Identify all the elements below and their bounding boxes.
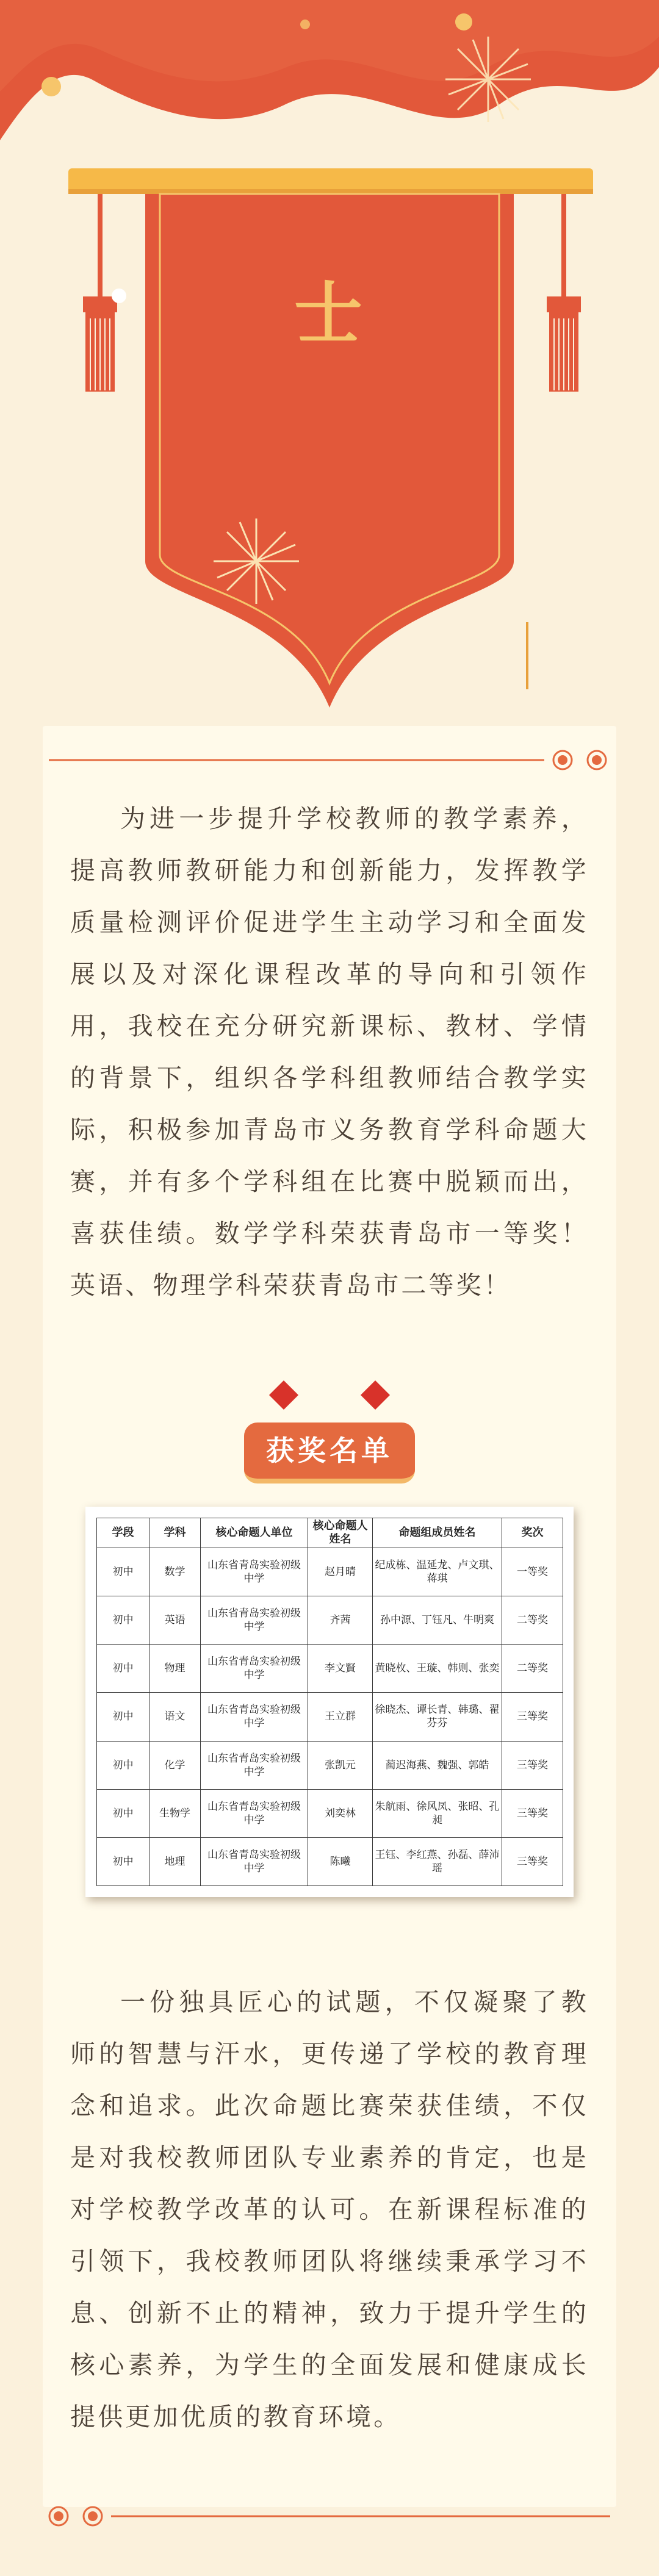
table-header-cell: 学段	[97, 1518, 149, 1548]
table-cell: 孙中源、丁钰凡、牛明爽	[373, 1596, 502, 1645]
table-row	[97, 1741, 563, 1789]
table-row	[97, 1789, 563, 1837]
table-cell: 英语	[149, 1596, 201, 1645]
table-cell: 蔺迟海燕、魏强、郭皓	[373, 1741, 502, 1789]
table-row	[97, 1596, 563, 1645]
table-cell: 山东省青岛实验初级中学	[201, 1837, 308, 1885]
table-header-cell: 核心命题人单位	[201, 1518, 308, 1548]
table-cell: 二等奖	[502, 1645, 563, 1693]
table-cell: 数学	[149, 1548, 201, 1596]
intro-paragraph: 为进一步提升学校教师的教学素养，提高教师教研能力和创新能力，发挥教学质量检测评价促进学生主动学习和全面发展以及对深化课程改革的导向和引领作用，我校在充分研究新课标、教材、学情的背景下，组织各学科组教师结合教学实际，积极参加青岛市义务教育学科命题大赛，并有多个学科组在比赛中脱颖而出，喜获佳绩。数学学科荣获青岛市一等奖！英语、物理学科荣获青岛市二等奖！	[70, 804, 589, 1300]
table-cell: 初中	[97, 1789, 149, 1837]
table-header-cell: 学科	[149, 1518, 201, 1548]
table-cell: 三等奖	[502, 1741, 563, 1789]
table-cell: 初中	[97, 1741, 149, 1789]
top-wave-decoration	[0, 0, 659, 183]
table-cell: 山东省青岛实验初级中学	[201, 1741, 308, 1789]
table-cell: 山东省青岛实验初级中学	[201, 1645, 308, 1693]
table-cell: 初中	[97, 1596, 149, 1645]
table-cell: 山东省青岛实验初级中学	[201, 1596, 308, 1645]
table-header-cell: 核心命题人姓名	[308, 1518, 373, 1548]
table-cell: 赵月晴	[308, 1548, 373, 1596]
table-cell: 刘奕林	[308, 1789, 373, 1837]
firework-icon	[445, 37, 531, 122]
table-row	[97, 1645, 563, 1693]
table-header-cell: 命题组成员姓名	[373, 1518, 502, 1548]
table-cell: 初中	[97, 1645, 149, 1693]
table-cell: 王立群	[308, 1693, 373, 1741]
table-cell: 陈曦	[308, 1837, 373, 1885]
diamond-right-icon	[361, 1380, 390, 1410]
table-cell: 徐晓杰、谭长青、韩璐、翟芬芬	[373, 1693, 502, 1741]
table-row	[97, 1693, 563, 1741]
table-cell: 地理	[149, 1837, 201, 1885]
table-cell: 三等奖	[502, 1693, 563, 1741]
bottom-divider	[43, 2501, 616, 2531]
table-cell: 山东省青岛实验初级中学	[201, 1693, 308, 1741]
table-cell: 一等奖	[502, 1548, 563, 1596]
top-divider	[43, 748, 616, 772]
table-cell: 李文賢	[308, 1645, 373, 1693]
table-cell: 王钰、李红燕、孙磊、薛沛瑶	[373, 1837, 502, 1885]
table-cell: 三等奖	[502, 1789, 563, 1837]
awards-table-card	[85, 1507, 574, 1897]
banner-graphic	[0, 159, 659, 726]
diamond-left-icon	[269, 1380, 298, 1410]
table-cell: 黄晓枚、王璇、韩则、张奕	[373, 1645, 502, 1693]
table-cell: 二等奖	[502, 1596, 563, 1645]
table-cell: 山东省青岛实验初级中学	[201, 1789, 308, 1837]
award-heading	[0, 1385, 659, 1488]
award-badge	[244, 1423, 415, 1484]
table-cell: 齐茜	[308, 1596, 373, 1645]
table-cell: 朱航雨、徐风凤、张昭、孔昶	[373, 1789, 502, 1837]
banner-title: 士	[294, 274, 365, 354]
table-row	[97, 1837, 563, 1885]
table-row	[97, 1548, 563, 1596]
table-cell: 山东省青岛实验初级中学	[201, 1548, 308, 1596]
table-cell: 纪成栋、温延龙、卢文琪、蒋琪	[373, 1548, 502, 1596]
awards-table	[96, 1518, 563, 1886]
top-dot-left	[41, 77, 61, 96]
table-header-row	[97, 1518, 563, 1548]
award-heading-label: 获奖名单	[266, 1434, 393, 1467]
table-header-cell: 奖次	[502, 1518, 563, 1548]
table-cell: 张凯元	[308, 1741, 373, 1789]
hanging-banner	[0, 159, 659, 726]
table-cell: 初中	[97, 1693, 149, 1741]
table-cell: 初中	[97, 1837, 149, 1885]
table-cell: 三等奖	[502, 1837, 563, 1885]
table-cell: 物理	[149, 1645, 201, 1693]
table-cell: 初中	[97, 1548, 149, 1596]
table-cell: 语文	[149, 1693, 201, 1741]
table-cell: 化学	[149, 1741, 201, 1789]
closing-paragraph: 一份独具匠心的试题，不仅凝聚了教师的智慧与汗水，更传递了学校的教育理念和追求。此次命题比赛荣获佳绩，不仅是对我校教师团队专业素养的肯定，也是对学校教学改革的认可。在新课程标准的引领下，我校教师团队将继续秉承学习不息、创新不止的精神，致力于提升学生的核心素养，为学生的全面发展和健康成长提供更加优质的教育环境。	[70, 1987, 589, 2431]
table-cell: 生物学	[149, 1789, 201, 1837]
top-dot-right	[455, 13, 472, 30]
